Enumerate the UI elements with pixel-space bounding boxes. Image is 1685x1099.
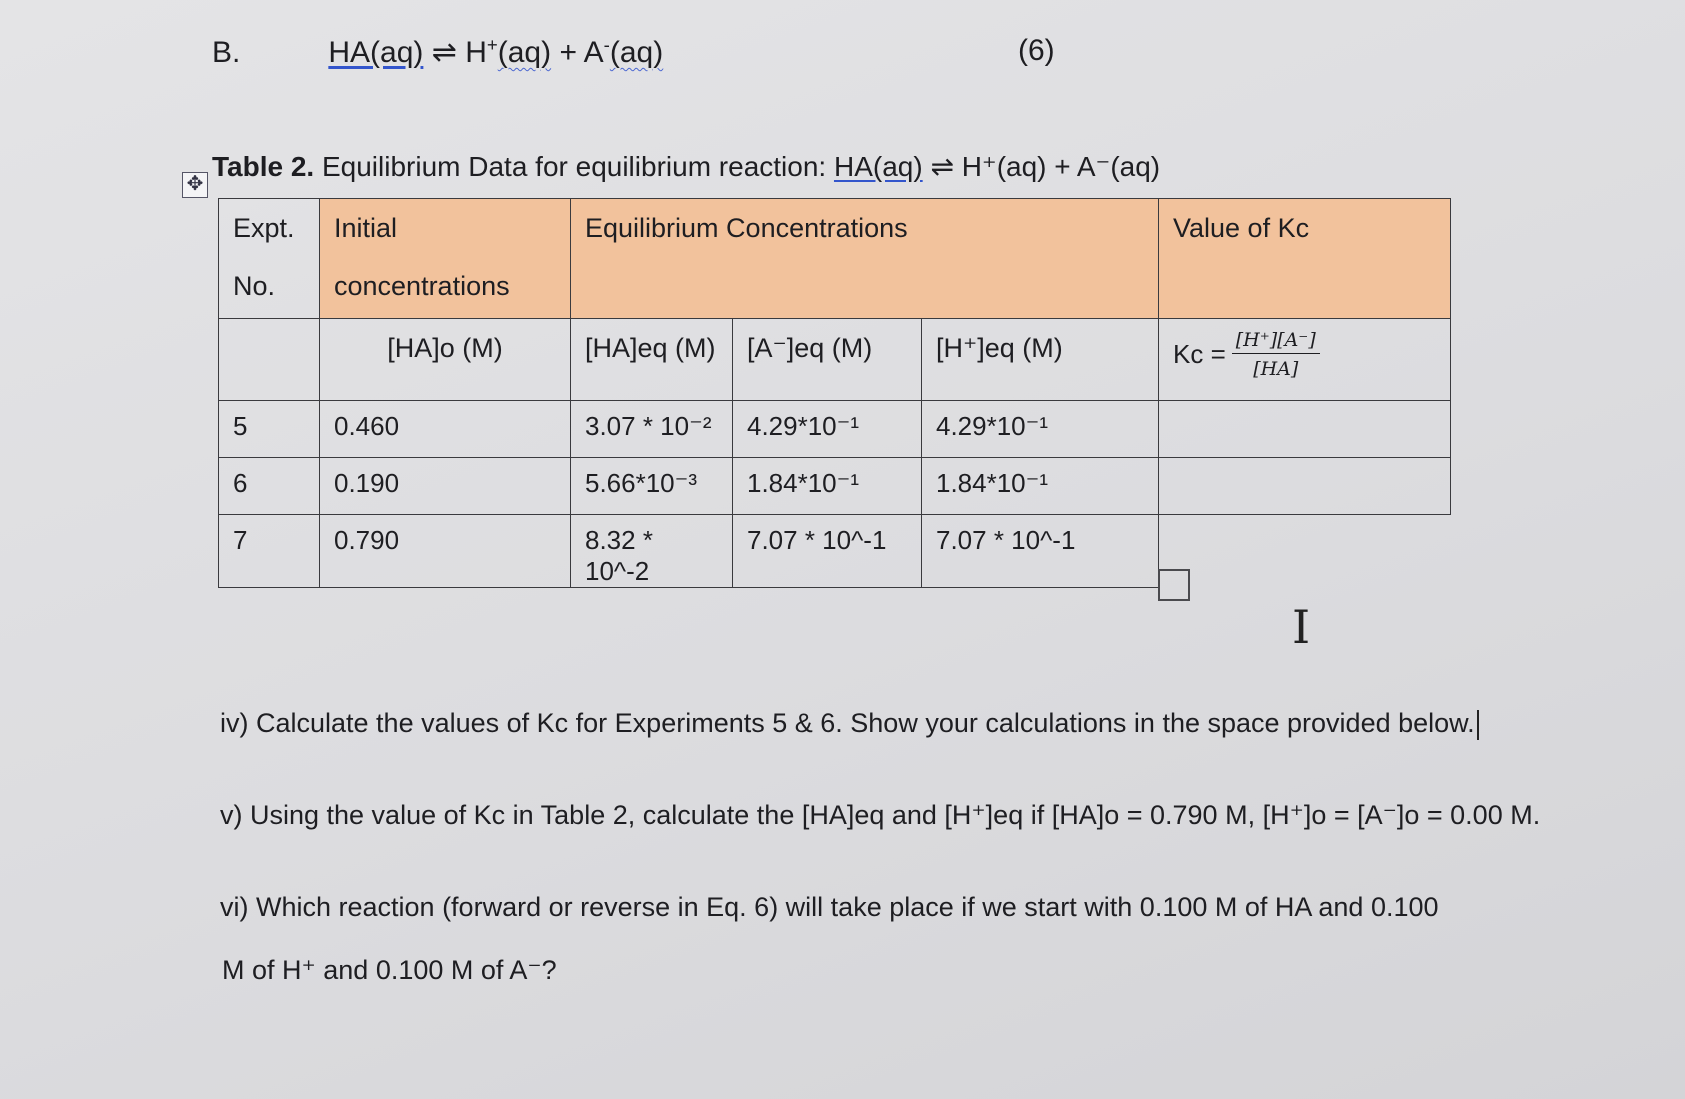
subheader-ha0[interactable]: [HA]o (M) [320,319,571,401]
product-h: H+(aq) [465,34,552,69]
cell-a-eq[interactable]: 4.29*10⁻¹ [733,401,922,458]
cell-h-eq[interactable]: 7.07 * 10^-1 [922,515,1159,588]
caption-reactant: HA(aq) [833,151,923,182]
table-caption [212,150,1160,183]
table-subheader-row [219,319,1451,401]
subheader-h-eq[interactable]: [H⁺]eq (M) [922,319,1159,401]
question-iv[interactable]: iv) Calculate the values of Kc for Experiments 5 & 6. Show your calculations in the space provided below. [220,708,1479,740]
table-header-row [219,199,1451,319]
subheader-a-eq[interactable]: [A⁻]eq (M) [733,319,922,401]
text-caret [1477,710,1479,740]
i-beam-cursor-icon: I [1292,600,1311,654]
equation-number: (6) [1018,34,1055,67]
question-vi-line2[interactable]: M of H⁺ and 0.100 M of A⁻? [222,955,557,985]
caption-products: H⁺(aq) + A⁻(aq) [961,151,1161,182]
cell-h-eq[interactable]: 4.29*10⁻¹ [922,401,1159,458]
cell-kc[interactable] [1159,515,1451,588]
header-kc[interactable]: Value of Kc [1159,199,1451,319]
cell-kc[interactable] [1159,458,1451,515]
cell-ha0[interactable]: 0.790 [320,515,571,588]
cell-ha-eq[interactable]: 8.32 * 10^-2 [571,515,733,588]
equilibrium-arrow: ⇌ [431,36,457,69]
section-label: B. [212,36,241,69]
product-a: A-(aq) [583,34,664,69]
cell-kc[interactable] [1159,401,1451,458]
header-initial-concentrations[interactable]: Initial concentrations [320,199,571,319]
subheader-kc-formula[interactable] [1159,319,1451,401]
caption-label: Table 2. [212,151,315,182]
plus-sign: + [559,36,577,69]
cell-ha-eq[interactable]: 3.07 * 10⁻² [571,401,733,458]
subheader-empty-cell[interactable] [219,319,320,401]
cell-a-eq[interactable]: 1.84*10⁻¹ [733,458,922,515]
cell-a-eq[interactable]: 7.07 * 10^-1 [733,515,922,588]
cell-ha0[interactable]: 0.190 [320,458,571,515]
kc-numerator: [H⁺][A⁻] [1232,329,1320,354]
header-equilibrium-concentrations[interactable]: Equilibrium Concentrations [571,199,1159,319]
cell-expt[interactable]: 7 [219,515,320,588]
equilibrium-data-table [218,198,1451,588]
kc-fraction [1232,329,1320,380]
cell-end-marker-icon [1158,569,1190,601]
header-expt-no[interactable]: Expt. No. [219,199,320,319]
table-row [219,515,1451,588]
caption-arrow: ⇌ [930,151,954,182]
equation-line [212,34,663,70]
table-row [219,401,1451,458]
question-v[interactable]: v) Using the value of Kc in Table 2, calculate the [HA]eq and [H⁺]eq if [HA]o = 0.790 M, [H⁺]o = [A⁻]o = 0.00 M. [220,800,1541,830]
cell-h-eq[interactable]: 1.84*10⁻¹ [922,458,1159,515]
caption-text: Equilibrium Data for equilibrium reaction: [321,151,827,182]
table-row [219,458,1451,515]
kc-denominator: [HA] [1253,358,1299,380]
cell-expt[interactable]: 6 [219,458,320,515]
table-move-handle-icon[interactable]: ✥ [182,172,208,198]
subheader-ha-eq[interactable]: [HA]eq (M) [571,319,733,401]
cell-ha0[interactable]: 0.460 [320,401,571,458]
cell-ha-eq[interactable]: 5.66*10⁻³ [571,458,733,515]
kc-lhs: Kc = [1173,339,1226,369]
cell-expt[interactable]: 5 [219,401,320,458]
reactant: HA(aq) [328,36,424,69]
question-vi-line1[interactable]: vi) Which reaction (forward or reverse in Eq. 6) will take place if we start with 0.100 M of HA and 0.100 [220,892,1439,922]
